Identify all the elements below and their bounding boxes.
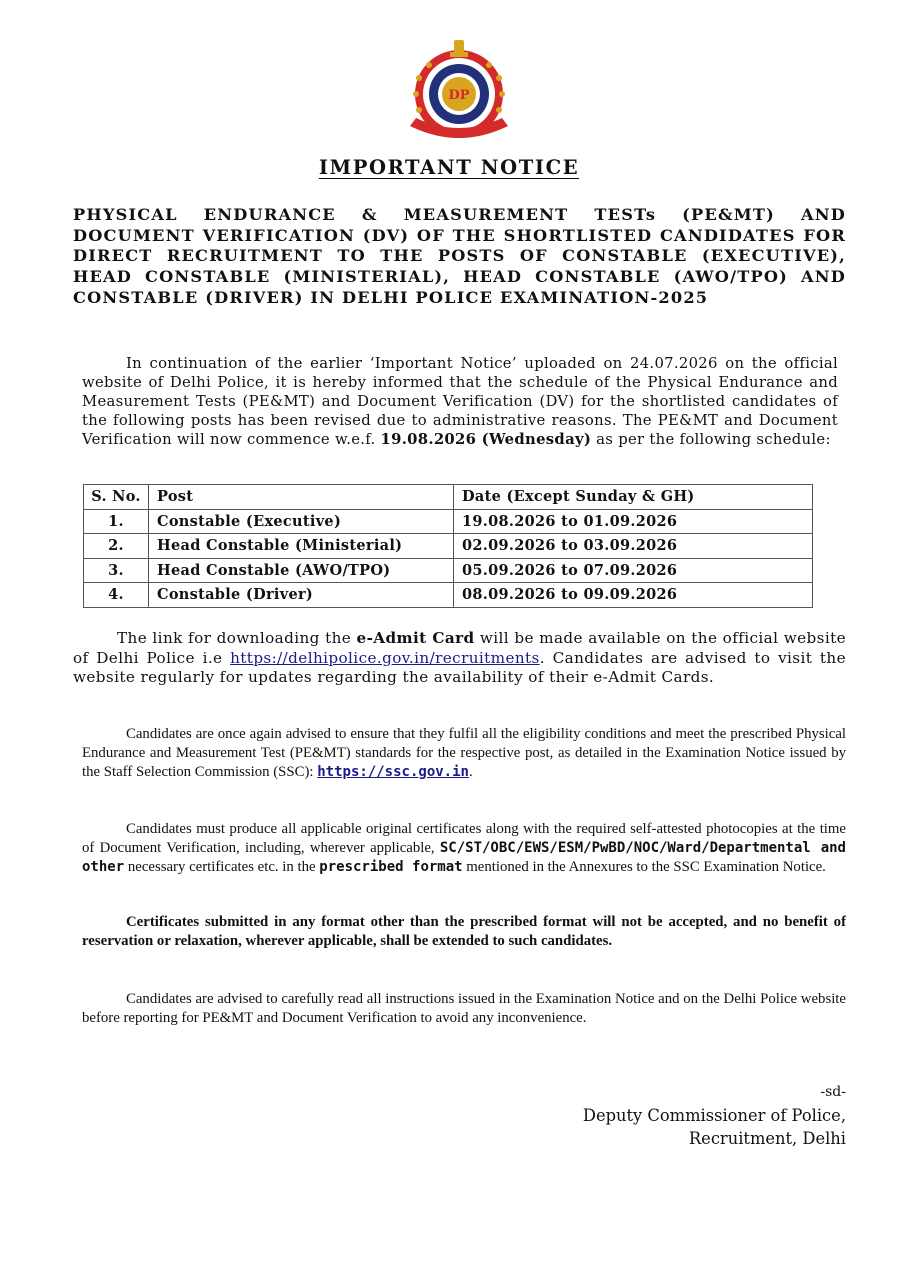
paragraph-admit-card — [73, 629, 846, 688]
paragraph-certificates — [82, 820, 846, 877]
e-admit-card-label: e-Admit Card — [356, 629, 475, 647]
paragraph-text: Certificates submitted in any format other than the prescribed format will not be accepted, and no benefit of reservation or relaxation, wherever applicable, shall be extended to such candidates. — [82, 914, 846, 950]
table-row — [84, 509, 813, 534]
paragraph-instructions — [82, 990, 846, 1028]
commencement-date: 19.08.2026 (Wednesday) — [380, 431, 592, 448]
cell-date: 19.08.2026 to 01.09.2026 — [454, 509, 813, 534]
paragraph-eligibility — [82, 725, 846, 782]
paragraph-tail: . Candidates are advised to visit the website regularly for updates regarding the availability of their e-Admit Cards. — [73, 648, 846, 686]
paragraph-tail: . — [468, 764, 473, 780]
cell-sno: 4. — [84, 583, 149, 608]
cell-date: 02.09.2026 to 03.09.2026 — [454, 534, 813, 559]
paragraph-tail: mentioned in the Annexures to the SSC Examination Notice. — [462, 859, 826, 875]
paragraph-text: The link for downloading the — [117, 629, 357, 647]
paragraph-text: Candidates must produce all applicable original certificates along with the required self-attested photocopies at the time of Document Verification, including, wherever applicable, — [82, 821, 846, 856]
schedule-table — [83, 484, 813, 608]
paragraph-text: In continuation of the earlier ‘Important Notice’ uploaded on 24.07.2026 on the official website of Delhi Police, it is hereby informed that the schedule of the Physical Endurance and Measurement Tests (PE&MT) and Document Verification (DV) for the shortlisted candidates of the following posts has been revised due to administrative reasons. The PE&MT and Document Verification will now commence w.e.f. — [82, 355, 838, 448]
cell-sno: 2. — [84, 534, 149, 559]
paragraph-schedule-revision — [82, 354, 838, 449]
header-post: Post — [149, 485, 454, 510]
cell-sno: 3. — [84, 558, 149, 583]
cell-date: 08.09.2026 to 09.09.2026 — [454, 583, 813, 608]
paragraph-text: will be made available on the official website of Delhi Police i.e — [73, 629, 846, 667]
table-header-row — [84, 485, 813, 510]
svg-text:DP: DP — [448, 88, 470, 103]
signature-sd: -sd- — [820, 1084, 846, 1100]
paragraph-text: Candidates are advised to carefully read all instructions issued in the Examination Notice and on the Delhi Police website before reporting for PE&MT and Document Verification to avoid any inconvenience. — [82, 991, 846, 1026]
paragraph-text: necessary certificates etc. in the — [124, 859, 320, 875]
paragraph-text: Candidates are once again advised to ensure that they fulfil all the eligibility conditions and meet the prescribed Physical Endurance and Measurement Test (PE&MT) standards for the respective post, as detailed in the Examination Notice issued by the Staff Selection Commission (SSC): — [82, 726, 846, 780]
header-date: Date (Except Sunday & GH) — [454, 485, 813, 510]
cell-post: Constable (Driver) — [149, 583, 454, 608]
signatory-designation: Deputy Commissioner of Police, — [582, 1106, 846, 1125]
cell-sno: 1. — [84, 509, 149, 534]
table-row — [84, 583, 813, 608]
prescribed-format-label: prescribed format — [319, 859, 463, 875]
cell-post: Head Constable (AWO/TPO) — [149, 558, 454, 583]
delhi-police-emblem-logo — [402, 38, 516, 142]
cell-post: Head Constable (Ministerial) — [149, 534, 454, 559]
table-row — [84, 534, 813, 559]
header-sno: S. No. — [84, 485, 149, 510]
notice-title: IMPORTANT NOTICE — [318, 156, 580, 179]
paragraph-tail: as per the following schedule: — [591, 431, 831, 448]
signature-block — [583, 1082, 846, 1150]
signatory-office: Recruitment, Delhi — [688, 1129, 846, 1148]
cell-post: Constable (Executive) — [149, 509, 454, 534]
notice-subject: PHYSICAL ENDURANCE & MEASUREMENT TESTs (PE&MT) AND DOCUMENT VERIFICATION (DV) OF THE SHORTLISTED CANDIDATES FOR DIRECT RECRUITMENT TO THE POSTS OF CONSTABLE (EXECUTIVE), HEAD CONSTABLE (MINISTERIAL), HEAD CONSTABLE (AWO/TPO) AND CONSTABLE (DRIVER) IN DELHI POLICE EXAMINATION-2025 — [73, 205, 846, 307]
table-row — [84, 558, 813, 583]
cell-date: 05.09.2026 to 07.09.2026 — [454, 558, 813, 583]
ssc-website-link[interactable]: https://ssc.gov.in — [317, 764, 469, 780]
certificate-categories: SC/ST/OBC/EWS/ESM/PwBD/NOC/Ward/Departmental and other — [82, 840, 846, 875]
delhi-police-recruitment-link[interactable]: https://delhipolice.gov.in/recruitments — [230, 648, 540, 667]
paragraph-format-warning — [82, 913, 846, 952]
